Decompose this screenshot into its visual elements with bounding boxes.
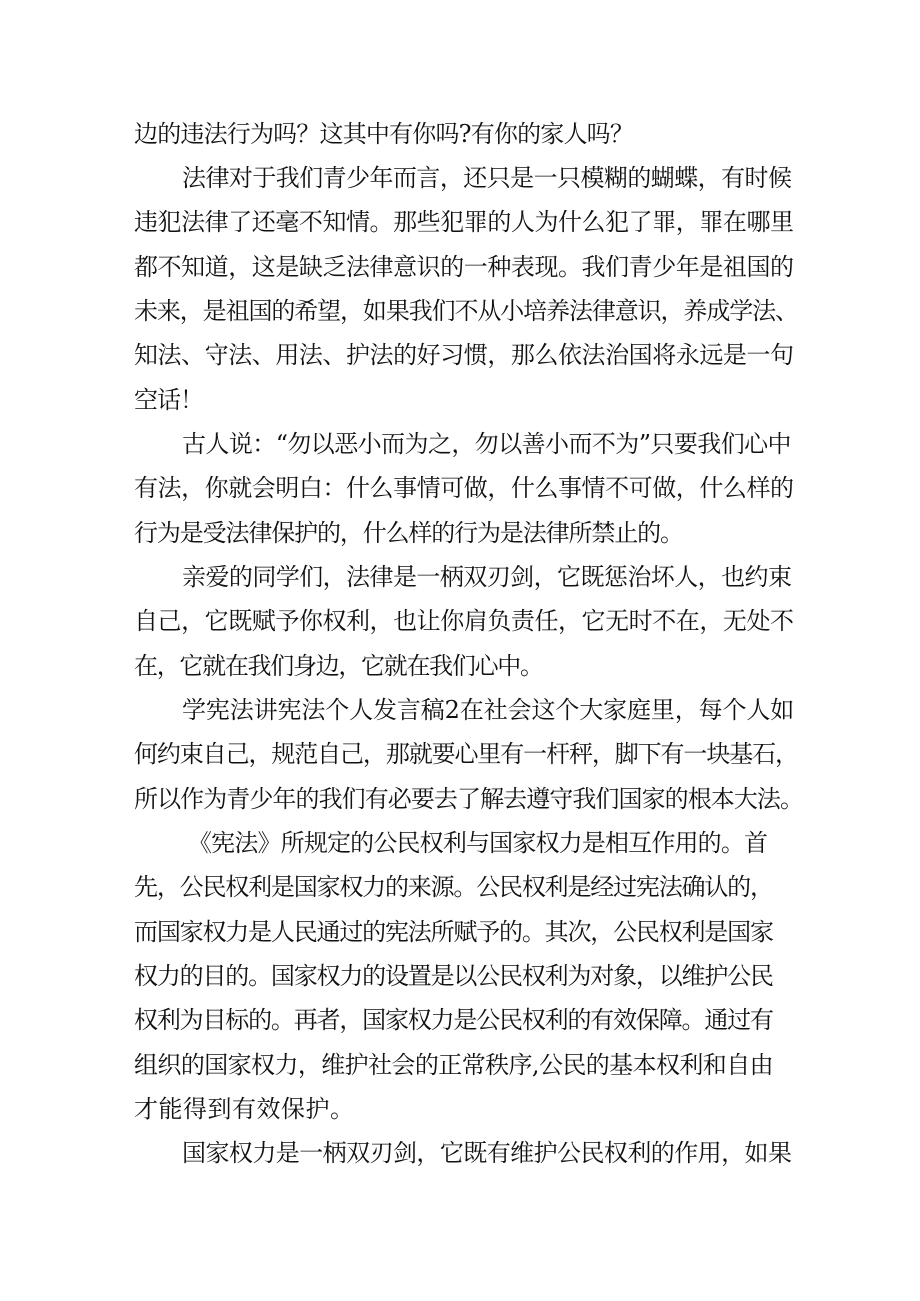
text-line: 何约束自己，规范自己，那就要心里有一杆秤，脚下有一块基石， bbox=[134, 740, 798, 768]
text-line: 学宪法讲宪法个人发言稿2在社会这个大家庭里，每个人如 bbox=[182, 696, 795, 724]
text-line: 才能得到有效保护。 bbox=[134, 1095, 355, 1123]
text-line: 自己，它既赋予你权利，也让你肩负责任，它无时不在，无处不 bbox=[134, 607, 794, 635]
text-line: 法律对于我们青少年而言，还只是一只模糊的蝴蝶，有时候 bbox=[182, 164, 792, 192]
text-line: 未来，是祖国的希望，如果我们不从小培养法律意识，养成学法、 bbox=[134, 297, 798, 325]
text-line: 在，它就在我们身边，它就在我们心中。 bbox=[134, 652, 543, 680]
text-line: 空话！ bbox=[134, 386, 203, 414]
text-line: 所以作为青少年的我们有必要去了解去遵守我们国家的根本大法。 bbox=[134, 785, 804, 813]
text-line: 都不知道，这是缺乏法律意识的一种表现。我们青少年是祖国的 bbox=[134, 253, 794, 281]
text-line: 国家权力是一柄双刃剑，它既有维护公民权利的作用，如果 bbox=[182, 1139, 792, 1167]
text-line: 先，公民权利是国家权力的来源。公民权利是经过宪法确认的， bbox=[134, 873, 773, 901]
text-line: 有法，你就会明白：什么事情可做，什么事情不可做，什么样的 bbox=[134, 474, 794, 502]
text-line: 《宪法》所规定的公民权利与国家权力是相互作用的。首 bbox=[188, 829, 768, 857]
text-line: 权力的目的。国家权力的设置是以公民权利为对象，以维护公民 bbox=[134, 962, 773, 990]
text-line: 违犯法律了还毫不知情。那些犯罪的人为什么犯了罪，罪在哪里 bbox=[134, 208, 794, 236]
text-line: 行为是受法律保护的，什么样的行为是法律所禁止的。 bbox=[134, 519, 683, 547]
text-line: 知法、守法、用法、护法的好习惯，那么依法治国将永远是一句 bbox=[134, 341, 794, 369]
text-line: 亲爱的同学们，法律是一柄双刃剑，它既惩治坏人，也约束 bbox=[182, 563, 792, 591]
text-line: 古人说：“勿以恶小而为之，勿以善小而不为”只要我们心中 bbox=[182, 430, 791, 458]
text-line: 而国家权力是人民通过的宪法所赋予的。其次，公民权利是国家 bbox=[134, 918, 773, 946]
text-line: 组织的国家权力，维护社会的正常秩序,公民的基本权利和自由 bbox=[134, 1051, 774, 1079]
text-line: 权利为目标的。再者，国家权力是公民权利的有效保障。通过有 bbox=[134, 1006, 773, 1034]
text-line: 边的违法行为吗？这其中有你吗?有你的家人吗？ bbox=[134, 120, 634, 148]
